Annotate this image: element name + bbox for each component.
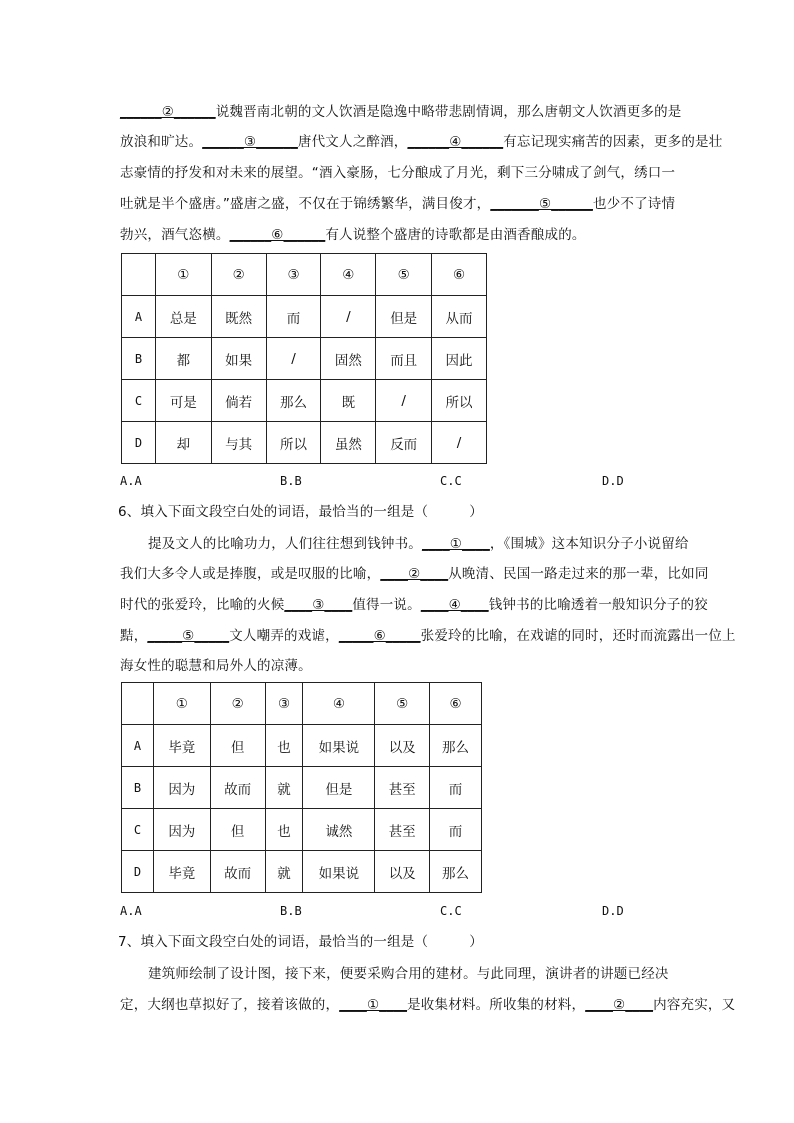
blank-2: ____②____ bbox=[380, 566, 449, 582]
choice-b[interactable]: B.B bbox=[280, 474, 302, 488]
table-row: D 却 与其 所以 虽然 反而 / bbox=[122, 422, 487, 464]
q6-options-table bbox=[121, 682, 482, 893]
q5-options-table bbox=[121, 253, 487, 464]
blank-5: _____⑤_____ bbox=[147, 628, 230, 644]
choice-d[interactable]: D.D bbox=[602, 474, 624, 488]
choice-d[interactable]: D.D bbox=[602, 904, 624, 918]
table-row: C 可是 倘若 那么 既 / 所以 bbox=[122, 380, 487, 422]
q5-line-2: 放浪和旷达。______③______唐代文人之醉酒，______④______有忘记现实痛苦的因素，更多的是壮 bbox=[120, 134, 723, 150]
table-row: C 因为 但 也 诚然 甚至 而 bbox=[122, 809, 482, 851]
blank-6: _____⑥_____ bbox=[338, 628, 421, 644]
q6-line-1: 提及文人的比喻功力，人们往往想到钱钟书。____①____，《围城》这本知识分子小说留给 bbox=[148, 536, 689, 552]
choice-a[interactable]: A.A bbox=[120, 474, 142, 488]
choice-c[interactable]: C.C bbox=[440, 904, 462, 918]
blank-1: ____①____ bbox=[339, 997, 408, 1013]
q6-line-5: 海女性的聪慧和局外人的凉薄。 bbox=[120, 658, 312, 674]
blank-3: ____③____ bbox=[284, 597, 353, 613]
table-row: B 都 如果 / 固然 而且 因此 bbox=[122, 338, 487, 380]
table-row: A 总是 既然 而 / 但是 从而 bbox=[122, 296, 487, 338]
blank-5: _______⑤______ bbox=[490, 196, 593, 212]
blank-4: ______④______ bbox=[407, 134, 504, 150]
choice-b[interactable]: B.B bbox=[280, 904, 302, 918]
q6-line-2: 我们大多令人或是捧腹，或是叹服的比喻，____②____从晚清、民国一路走过来的那一辈，比如同 bbox=[120, 566, 709, 582]
table-row: A 毕竟 但 也 如果说 以及 那么 bbox=[122, 725, 482, 767]
choice-c[interactable]: C.C bbox=[440, 474, 462, 488]
q5-line-1: ______②______说魏晋南北朝的文人饮酒是隐逸中略带悲剧情调，那么唐朝文人饮酒更多的是 bbox=[120, 104, 682, 120]
q5-answer-choices bbox=[0, 473, 794, 489]
q7-line-2: 定，大纲也草拟好了，接着该做的，____①____是收集材料。所收集的材料，____②____内容充实，又 bbox=[120, 997, 736, 1013]
table-row: B 因为 故而 就 但是 甚至 而 bbox=[122, 767, 482, 809]
table-row: D 毕竟 故而 就 如果说 以及 那么 bbox=[122, 851, 482, 893]
blank-3: ______③______ bbox=[202, 134, 298, 150]
q5-line-3: 志豪情的抒发和对未来的展望。“酒入豪肠，七分酿成了月光，剩下三分啸成了剑气，绣口一 bbox=[120, 165, 676, 181]
choice-a[interactable]: A.A bbox=[120, 904, 142, 918]
q6-answer-choices bbox=[0, 903, 794, 919]
q6-line-3: 时代的张爱玲，比喻的火候____③____值得一说。____④____钱钟书的比喻透着一般知识分子的狡 bbox=[120, 597, 708, 613]
q5-line-4: 吐就是半个盛唐。”盛唐之盛，不仅在于锦绣繁华，满目俊才，_______⑤______也少不了诗情 bbox=[120, 196, 676, 212]
q7-line-1: 建筑师绘制了设计图，接下来，便要采购合用的建材。与此同理，演讲者的讲题已经决 bbox=[148, 966, 669, 982]
blank-4: ____④____ bbox=[420, 597, 489, 613]
blank-2: ______②______ bbox=[120, 104, 216, 120]
q5-table-header-row: ① ② ③ ④ ⑤ ⑥ bbox=[122, 254, 487, 296]
q6-table-header-row: ① ② ③ ④ ⑤ ⑥ bbox=[122, 683, 482, 725]
q5-line-5: 勃兴，酒气恣横。______⑥______有人说整个盛唐的诗歌都是由酒香酿成的。 bbox=[120, 227, 586, 243]
blank-1: ____①____ bbox=[422, 536, 490, 552]
blank-6: ______⑥______ bbox=[229, 227, 326, 243]
blank-2: ____②____ bbox=[585, 997, 654, 1013]
q7-title: 7、填入下面文段空白处的词语，最恰当的一组是（ ） bbox=[118, 934, 483, 950]
q6-line-4: 黠，_____⑤_____文人嘲弄的戏谑，_____⑥_____张爱玲的比喻，在戏谑的同时，还时而流露出一位上 bbox=[120, 628, 736, 644]
q6-title: 6、填入下面文段空白处的词语，最恰当的一组是（ ） bbox=[118, 504, 483, 520]
